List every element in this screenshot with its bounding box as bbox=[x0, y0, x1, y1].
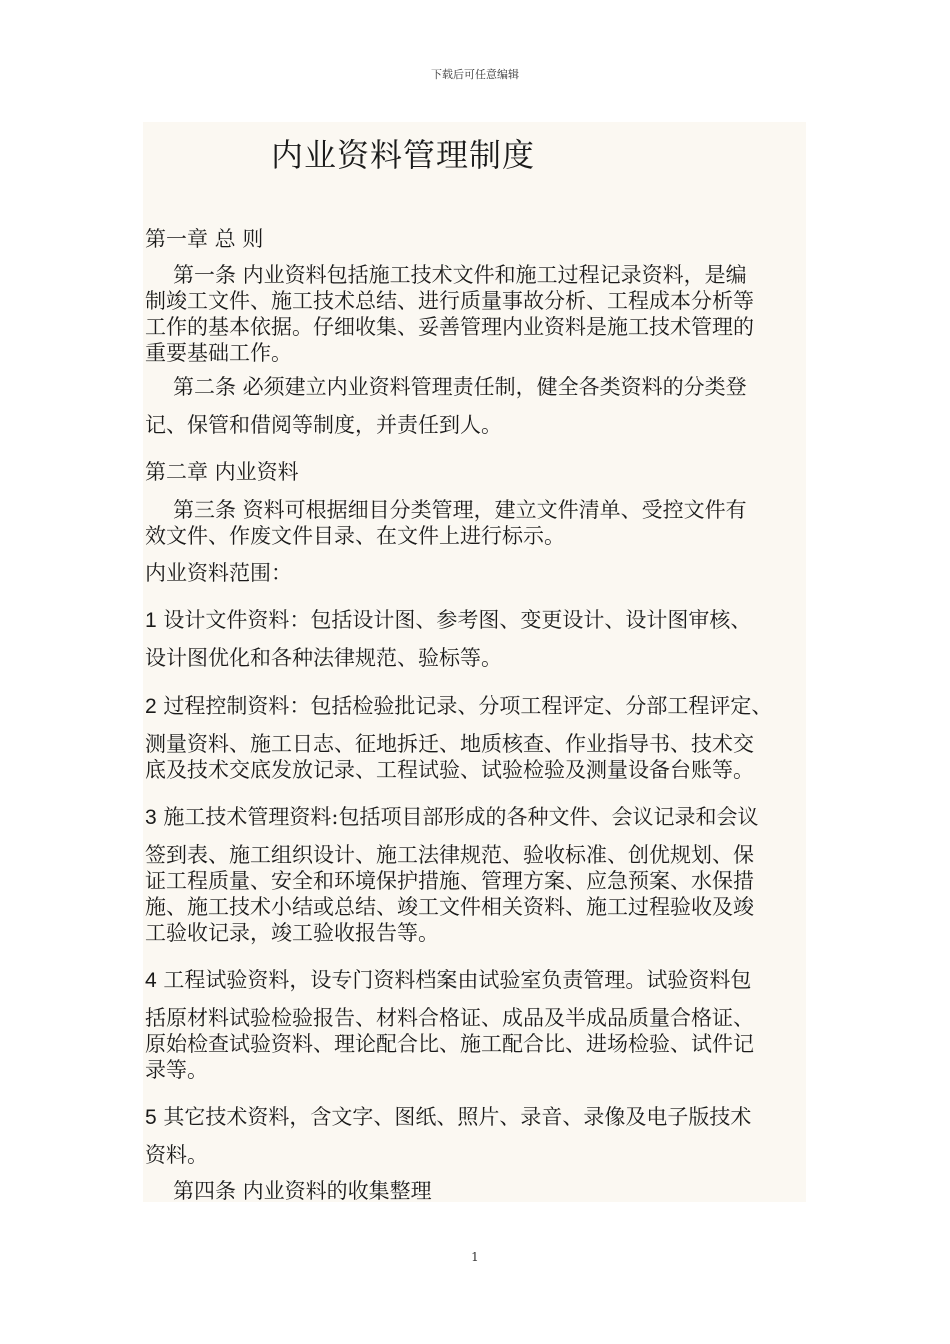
article-1-line-1: 第一条 内业资料包括施工技术文件和施工过程记录资料，是编 bbox=[173, 263, 747, 287]
item-1-line-1 bbox=[145, 607, 751, 634]
item-3-line-3: 证工程质量、安全和环境保护措施、管理方案、应急预案、水保措 bbox=[145, 869, 754, 893]
item-3-line-5: 工验收记录，竣工验收报告等。 bbox=[145, 921, 439, 945]
item-3-line-4: 施、施工技术小结或总结、竣工文件相关资料、施工过程验收及竣 bbox=[145, 895, 754, 919]
item-5-line-1 bbox=[145, 1104, 751, 1131]
item-3-line-2: 签到表、施工组织设计、施工法律规范、验收标准、创优规划、保 bbox=[145, 843, 754, 867]
item-2-line-2: 测量资料、施工日志、征地拆迁、地质核查、作业指导书、技术交 bbox=[145, 732, 754, 756]
item-5-number: 5 bbox=[145, 1106, 157, 1129]
item-4-text: 工程试验资料，设专门资料档案由试验室负责管理。试验资料包 bbox=[163, 968, 752, 992]
page-number: 1 bbox=[471, 1250, 479, 1264]
item-4-line-2: 括原材料试验检验报告、材料合格证、成品及半成品质量合格证、 bbox=[145, 1006, 754, 1030]
item-2-line-3: 底及技术交底发放记录、工程试验、试验检验及测量设备台账等。 bbox=[145, 758, 754, 782]
item-1-line-2: 设计图优化和各种法律规范、验标等。 bbox=[145, 646, 502, 670]
item-4-line-4: 录等。 bbox=[145, 1058, 208, 1082]
document-body bbox=[143, 122, 806, 1202]
item-3-line-1 bbox=[145, 804, 758, 831]
article-4-heading: 第四条 内业资料的收集整理 bbox=[173, 1179, 432, 1203]
item-4-number: 4 bbox=[145, 969, 157, 992]
item-4-line-3: 原始检查试验资料、理论配合比、施工配合比、进场检验、试件记 bbox=[145, 1032, 754, 1056]
item-2-number: 2 bbox=[145, 695, 157, 718]
item-1-text: 设计文件资料：包括设计图、参考图、变更设计、设计图审核、 bbox=[163, 608, 752, 632]
item-1-number: 1 bbox=[145, 609, 157, 632]
document-title: 内业资料管理制度 bbox=[271, 136, 536, 174]
item-2-line-1 bbox=[145, 693, 772, 720]
article-3-line-2: 效文件、作废文件目录、在文件上进行标示。 bbox=[145, 524, 565, 548]
chapter-2-heading: 第二章 内业资料 bbox=[145, 460, 299, 484]
article-2-line-1: 第二条 必须建立内业资料管理责任制，健全各类资料的分类登 bbox=[173, 375, 747, 399]
item-5-line-2: 资料。 bbox=[145, 1143, 208, 1167]
item-5-text: 其它技术资料，含文字、图纸、照片、录音、录像及电子版技术 bbox=[163, 1105, 752, 1129]
scope-label: 内业资料范围： bbox=[145, 561, 292, 585]
article-3-line-1: 第三条 资料可根据细目分类管理，建立文件清单、受控文件有 bbox=[173, 498, 747, 522]
article-1-line-3: 工作的基本依据。仔细收集、妥善管理内业资料是施工技术管理的 bbox=[145, 315, 754, 339]
article-1-line-2: 制竣工文件、施工技术总结、进行质量事故分析、工程成本分析等 bbox=[145, 289, 754, 313]
item-4-line-1 bbox=[145, 967, 751, 994]
article-1-line-4: 重要基础工作。 bbox=[145, 341, 292, 365]
item-3-text: 施工技术管理资料:包括项目部形成的各种文件、会议记录和会议 bbox=[163, 805, 759, 829]
chapter-1-heading: 第一章 总 则 bbox=[145, 227, 264, 251]
header-note: 下载后可任意编辑 bbox=[431, 68, 519, 81]
article-2-line-2: 记、保管和借阅等制度，并责任到人。 bbox=[145, 413, 502, 437]
item-3-number: 3 bbox=[145, 806, 157, 829]
item-2-text: 过程控制资料：包括检验批记录、分项工程评定、分部工程评定、 bbox=[163, 694, 773, 718]
